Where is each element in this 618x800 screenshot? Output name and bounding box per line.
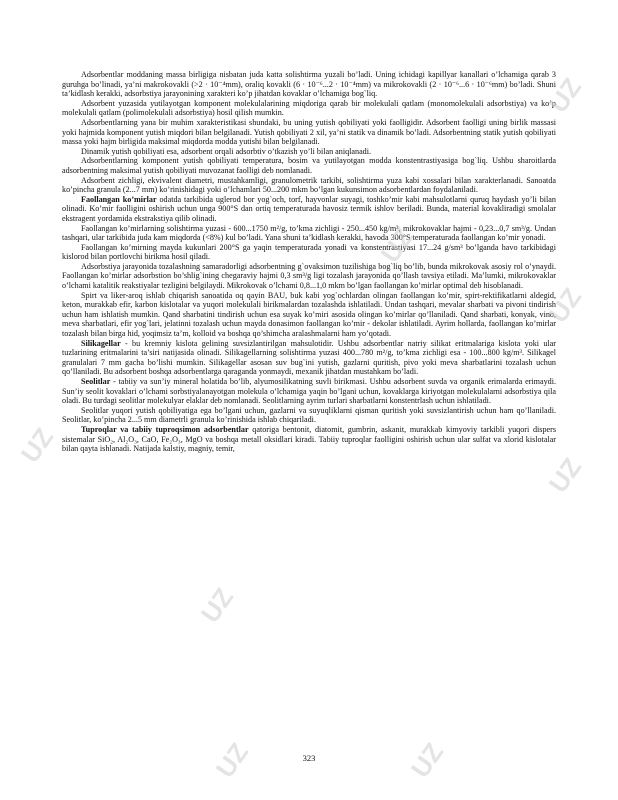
paragraph-p14 — [62, 406, 556, 425]
paragraph-text: qatoriga bentonit, diatomit, gumbrin, askanit, murakkab kimyoviy tarkibli yuqori dispers sistemalar SiO₂, Al₂O₃, CaO, Fe₂O₃, MgO va boshqa metall oksidlari kiradi. Tabiiy tuproqlar faolligini oshirish uchun ular sulfat va xlorid kislotalar bilan qayta ishlanadi. Natijada kalstiy, magniy, temir, — [62, 424, 556, 454]
paragraph-text: Seolitlar yuqori yutish qobiliyatiga ega bo’lgani uchun, gazlarni va suyuqliklarni qisman quritish yoki suvsizlantirish uchun ham qo’llaniladi. Seolitlar, ko’pincha 2...5 mm diametrli granula ko’rinishida ishlab chiqariladi. — [62, 405, 556, 425]
paragraph-p3 — [62, 118, 556, 147]
term-heading: Faollangan ko’mirlar — [81, 194, 157, 204]
watermark: UZ — [194, 582, 240, 629]
watermark: UZ — [404, 737, 450, 784]
paragraph-text: - tabiiy va sun’iy mineral holatida bo’lib, alyumosilikatning suvli birikmasi. Ushbu adsorbent suvda va organik erimalarda erimaydi. Sun’iy seolit kovaklari o’lchami sorbstiyalanayotgan molekula o’lchamiga yaqin bo’lgani uchun, kovaklarga kiriyotgan molekulalarni adsorbstiya qila oladi. Bu turdagi seolitlar molekulyar elaklar deb nomlanadi. Seolitlarning ayrim turlari sharbatlarni konstentrlash uchun ishlatiladi. — [62, 377, 556, 406]
paragraph-p2 — [62, 99, 556, 118]
watermark: UZ — [542, 282, 588, 329]
paragraph-p12 — [62, 339, 556, 377]
paragraph-text: Adsorbentlar moddaning massa birligiga nisbatan juda katta solishtirma yuzali bo’ladi. Uning ichidagi kapillyar kanallari o’lchamiga qarab 3 guruhga bo’linadi, ya’ni makrokovakli (>2 · 10⁻⁴mm), oraliq kovakli (6 · 10⁻⁶...2 · 10⁻⁴mm) va mikrokovakli (2 · 10⁻⁶...6 · 10⁻⁶mm) bo’ladi. Shuni ta’kidlash kerakki, adsorbstiya jarayonining xarakteri ko’p jihatdan kovaklar o’lchamiga bog`liq. — [62, 70, 556, 99]
paragraph-p4 — [62, 147, 556, 157]
paragraph-text: Adsorbent yuzasida yutilayotgan komponent molekulalarining miqdoriga qarab bir molekulali qatlam (monomolekulali adsorbstiya) va ko’p molekulali qatlam (polimolekulali adsorbstiya) hosil qilish mumkin. — [62, 98, 556, 118]
paragraph-text: Faollangan ko’mirning mayda kukunlari 200°S ga yaqin temperaturada yonadi va konstentrastiyasi 17...24 g/sm³ bo’lganda havo tarkibidagi kislorod bilan portlovchi birikma hosil qiladi. — [62, 242, 556, 262]
paragraph-text: Spirt va liker-aroq ishlab chiqarish sanoatida oq qayin BAU, buk kabi yog`ochlardan olingan faollangan ko’mir, spirt-rektifikatlarni aldegid, keton, murakkab efir, karbon kislotalar va yuqori molekulali birikmalardan tozalashda ishlatiladi. Undan tashqari, mevalar sharbati va pivoni tindirish uchun ham ishlatish mumkin. Qand sharbatini tindirish uchun esa suyak ko’miri asosida olingan ko’mirlar qo’llaniladi. Qand sharbati, konyak, vino, meva sharbatlari, efir yog`lari, jelatinni tozalash uchun mayda donasimon faollangan ko’mir - dekolar ishlatiladi. Ayrim hollarda, faollangan ko’mirlar tozalash bilan birga hid, yoqimsiz ta’m, kolloid va boshqa qo’shimcha aralashmalarni ham yo’qotadi. — [62, 290, 556, 339]
term-heading: Seolitlar — [81, 377, 111, 386]
paragraph-p1 — [62, 70, 556, 99]
paragraph-text: Adsorbstiya jarayonida tozalashning samaradorligi adsorbentning g`ovaksimon tuzilishiga bog`liq bo’lib, bunda mikrokovak asosiy rol o’ynaydi. Faollangan ko’mirlar adsorbstion bo’shlig`ining chegaraviy hajmi 0,3 sm³/g ligi tozalash jarayonida qo’llash tavsiya etiladi. Ma’lumki, mikrokovaklar o’lchami katalitik reakstiyalar tezligini belgilaydi. Mikrokovak o’lchami 0,8...1,0 mkm bo’lgan faollangan ko’mirlar optimal deb hisoblanadi. — [62, 261, 556, 291]
paragraph-p6 — [62, 176, 556, 195]
paragraph-p9 — [62, 243, 556, 262]
paragraph-text: Dinamik yutish qobiliyati esa, adsorbent orqali adsorbtiv o’tkazish yo’li bilan aniqlanadi. — [81, 146, 372, 156]
term-heading: Silikagellar — [81, 338, 121, 348]
watermark: UZ — [542, 452, 588, 499]
paragraph-p7 — [62, 195, 556, 224]
watermark: UZ — [374, 222, 420, 269]
paragraph-p11 — [62, 291, 556, 339]
paragraph-text: Faollangan ko’mirlarning solishtirma yuzasi - 600...1750 m²/g, to’kma zichligi - 250...450 kg/m³, mikrokovaklar hajmi - 0,23...0,7 sm³/g. Undan tashqari, ular tarkibida juda kam miqdorda (<8%) kul bo’ladi. Yana shuni ta’kidlash kerakki, havoda 300°S temperaturada faollangan ko’mir yonadi. — [62, 223, 556, 243]
term-heading: Tuproqlar va tabiiy tuproqsimon adsorbentlar — [81, 424, 249, 434]
paragraph-text: Adsorbentlarning komponent yutish qobiliyati temperatura, bosim va yutilayotgan modda konstentrastiyasiga bog`liq. Ushbu sharoitlarda adsorbentning maksimal yutish qobiliyati muvozanat faolligi deb nomlanadi. — [62, 156, 556, 175]
page-number: 323 — [302, 753, 316, 763]
watermark: UZ — [542, 72, 588, 119]
paragraph-p15 — [62, 425, 556, 454]
paragraph-p5 — [62, 156, 556, 175]
paragraph-text: Adsorbentlarning yana bir muhim xarakteristikasi shundaki, bu uning yutish qobiliyati yoki faolligidir. Adsorbent faolligi uning birlik massasi yoki hajmida komponent yutish miqdori bilan belgilanadi. Yutish qobiliyati 2 xil, ya’ni statik va dinamik bo’ladi. Adsorbentning statik yutish qobiliyati massa yoki hajm birligida maksimal miqdorda modda yutishi bilan belgilanadi. — [62, 117, 556, 147]
paragraph-p8 — [62, 224, 556, 243]
document-body — [62, 70, 556, 454]
paragraph-text: - bu kremniy kislota gelining suvsizlantirilgan mahsulotidir. Ushbu adsorbentlar natriy silikat eritmalariga kislota yoki ular tuzlarining eritmalarini ta’siri natijasida olinadi. Silikagellarning solishtirma yuzasi 400...780 m²/g, to’kma zichligi esa - 100...800 kg/m³. Silikagel granulalari 7 mm gacha bo’lishi mumkin. Silikagellar asosan suv bug`ini yutish, gazlarni quritish, pivo yoki meva sharbatlarini tozalash uchun qo’llaniladi. Bu adsorbent boshqa adsorbentlarga qaraganda yonmaydi, mexanik jihatdan mustahkam bo’ladi. — [62, 338, 556, 377]
paragraph-text: Adsorbent zichligi, ekvivalent diametri, mustahkamligi, granulometrik tarkibi, solishtirma yuza kabi xossalari bilan xarakterlanadi. Sanoatda ko’pincha granula (2...7 mm) ko’rinishidagi yoki o’lchamlari 50...200 mkm bo’lgan kukunsimon adsorbentlardan foydalaniladi. — [62, 175, 556, 195]
paragraph-p13 — [62, 377, 556, 406]
watermark: UZ — [14, 422, 60, 469]
paragraph-text: odatda tarkibida uglerod bor yog`och, torf, hayvonlar suyagi, toshko’mir kabi mahsulotlarni quruq haydash yo’li bilan olinadi. Ko’mir faolligini oshirish uchun unga 900°S dan ortiq temperaturada havosiz termik ishlov beriladi. Bunda, material kovakliradigi smolalar ekstragent yordamida ekstrakstiya qilib olinadi. — [62, 194, 556, 223]
watermark: UZ — [209, 737, 255, 784]
paragraph-p10 — [62, 262, 556, 291]
